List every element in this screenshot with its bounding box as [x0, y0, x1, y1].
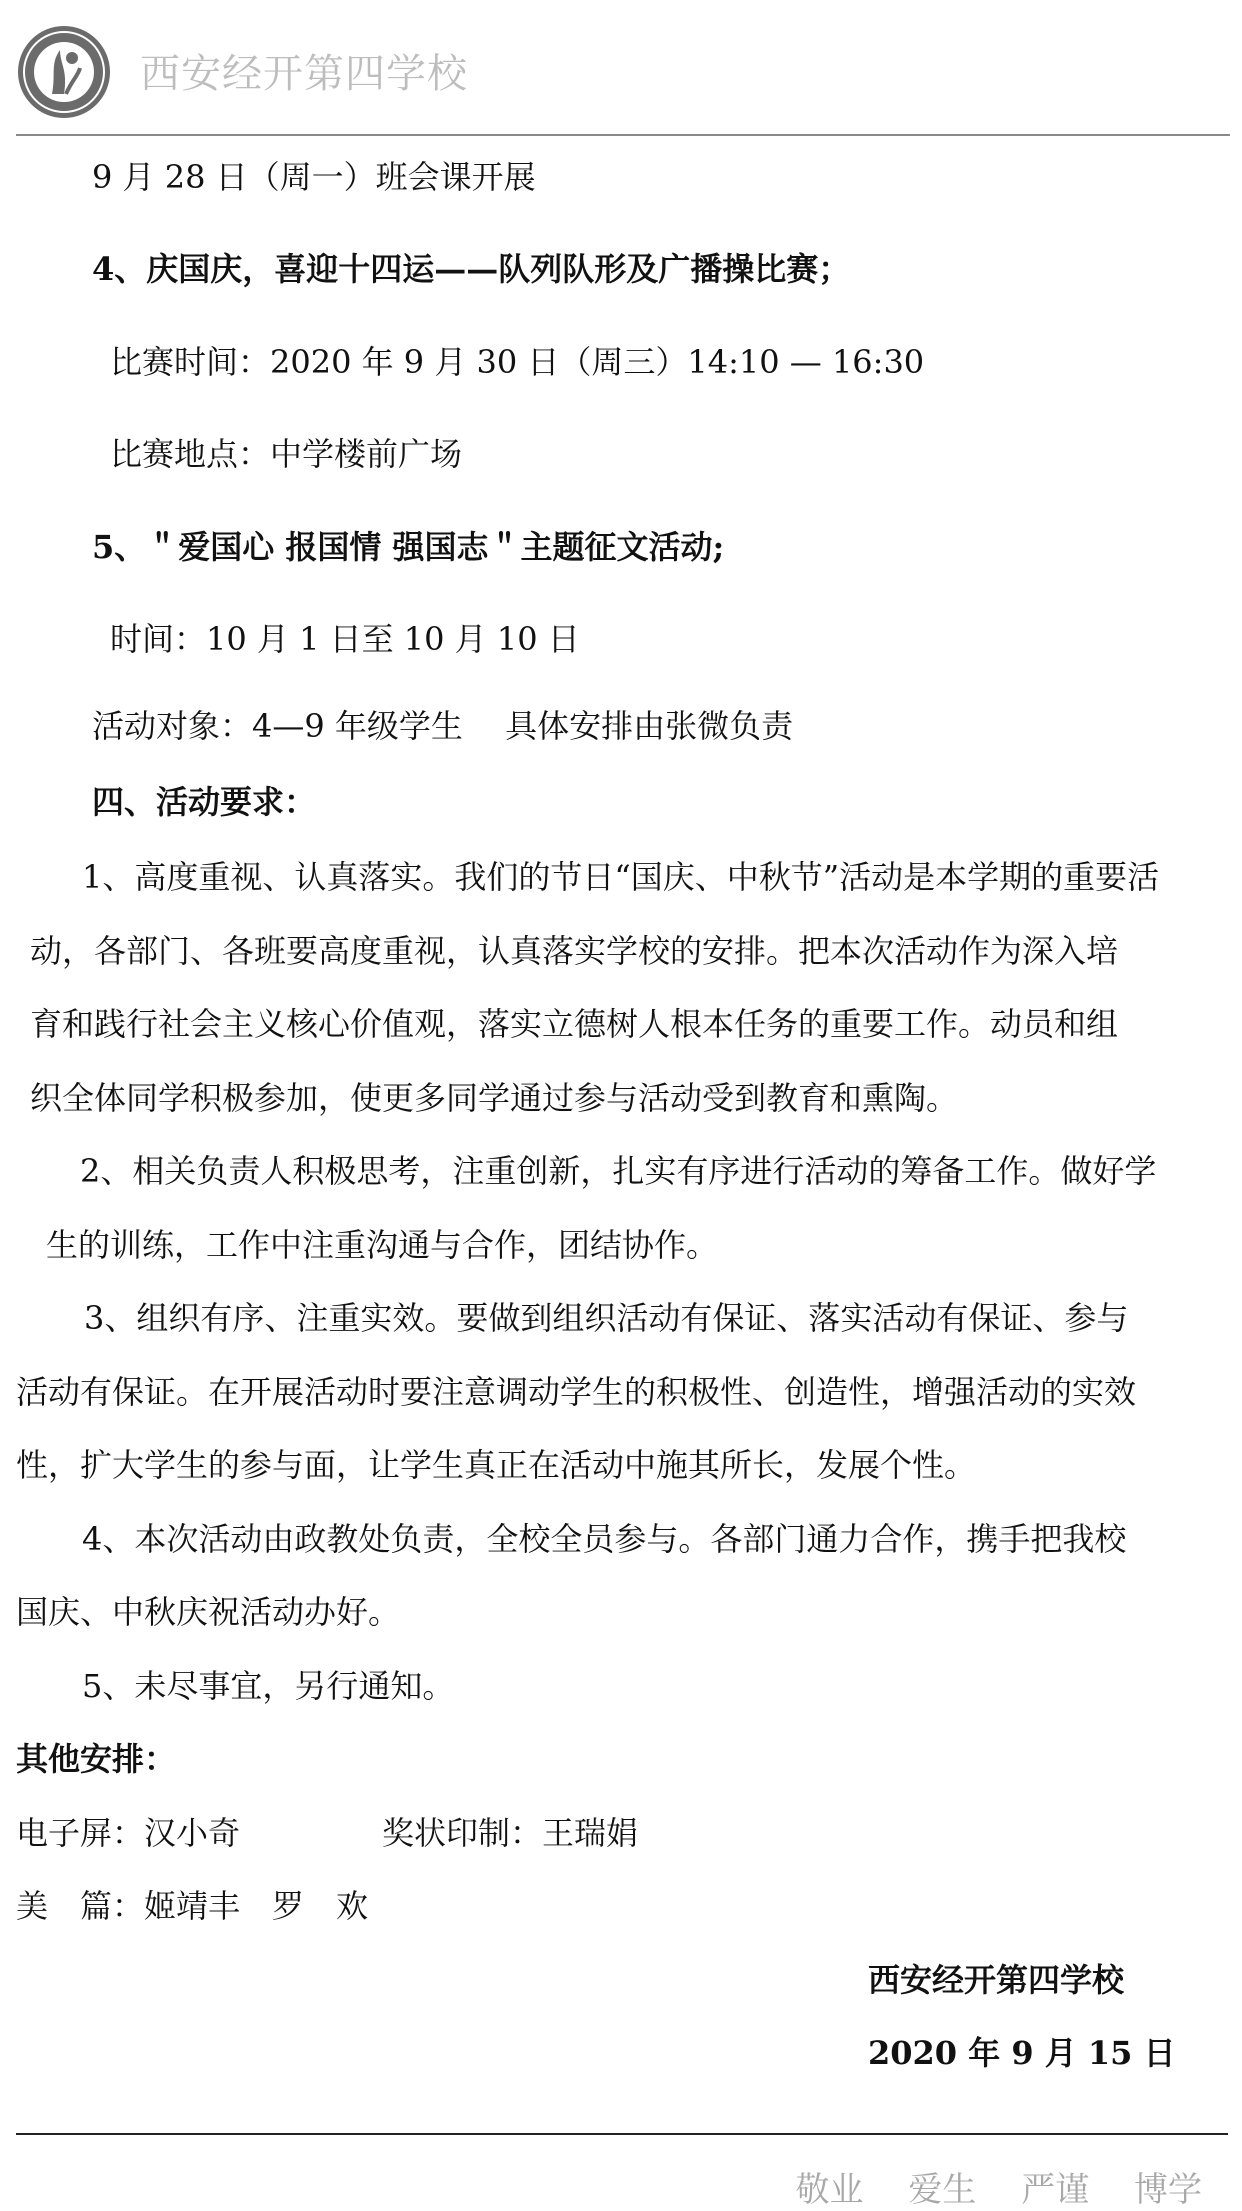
header-school-name: 西安经开第四学校: [140, 51, 468, 97]
text-line: 9 月 28 日（周一）班会课开展: [92, 158, 536, 196]
paragraph-line: 活动有保证。在开展活动时要注意调动学生的积极性、创造性，增强活动的实效: [16, 1373, 1137, 1411]
arrangement-certificate: 奖状印制：王瑞娟: [382, 1814, 639, 1852]
paragraph-line: 国庆、中秋庆祝活动办好。: [16, 1593, 401, 1631]
other-arrangements-heading: 其他安排：: [16, 1740, 177, 1778]
paragraph-line: 4、本次活动由政教处负责，全校全员参与。各部门通力合作，携手把我校: [82, 1520, 1127, 1558]
paragraph-line: 育和践行社会主义核心价值观，落实立德树人根本任务的重要工作。动员和组: [30, 1005, 1119, 1043]
arrangement-article: 美 篇：姬靖丰 罗 欢: [16, 1887, 369, 1925]
header-divider: [16, 134, 1230, 136]
section-heading: 四、活动要求：: [92, 783, 317, 821]
paragraph-line: 生的训练，工作中注重沟通与合作，团结协作。: [46, 1226, 719, 1264]
paragraph-line: 3、组织有序、注重实效。要做到组织活动有保证、落实活动有保证、参与: [84, 1299, 1129, 1337]
paragraph-line: 5、未尽事宜，另行通知。: [82, 1667, 455, 1705]
paragraph-line: 2、相关负责人积极思考，注重创新，扎实有序进行活动的筹备工作。做好学: [80, 1152, 1157, 1190]
text-line: 时间：10 月 1 日至 10 月 10 日: [110, 620, 580, 658]
motto-word: 敬业: [795, 2170, 864, 2210]
motto-word: 爱生: [908, 2170, 977, 2210]
paragraph-line: 织全体同学积极参加，使更多同学通过参与活动受到教育和熏陶。: [30, 1079, 959, 1117]
page-header: [0, 0, 1242, 136]
motto-word: 严谨: [1021, 2170, 1090, 2210]
motto-word: 博学: [1134, 2170, 1202, 2210]
paragraph-line: 性，扩大学生的参与面，让学生真正在活动中施其所长，发展个性。: [16, 1446, 977, 1484]
text-line: 活动对象：4—9 年级学生 具体安排由张微负责: [92, 707, 794, 745]
section-heading: 4、庆国庆，喜迎十四运——队列队形及广播操比赛；: [92, 250, 851, 288]
text-line: 比赛地点：中学楼前广场: [110, 435, 463, 473]
paragraph-line: 动，各部门、各班要高度重视，认真落实学校的安排。把本次活动作为深入培: [30, 932, 1119, 970]
signature-date: 2020 年 9 月 15 日: [868, 2034, 1176, 2072]
school-motto: [762, 2162, 1202, 2211]
signature-school: 西安经开第四学校: [868, 1961, 1125, 1999]
footer-divider: [16, 2133, 1228, 2135]
section-heading: 5、＂爱国心 报国情 强国志＂主题征文活动;: [92, 528, 725, 566]
school-logo-icon: [16, 24, 112, 120]
arrangement-screen: 电子屏：汉小奇: [16, 1814, 241, 1852]
paragraph-line: 1、高度重视、认真落实。我们的节日“国庆、中秋节”活动是本学期的重要活: [82, 858, 1160, 896]
text-line: 比赛时间：2020 年 9 月 30 日（周三）14:10 — 16:30: [110, 343, 925, 381]
